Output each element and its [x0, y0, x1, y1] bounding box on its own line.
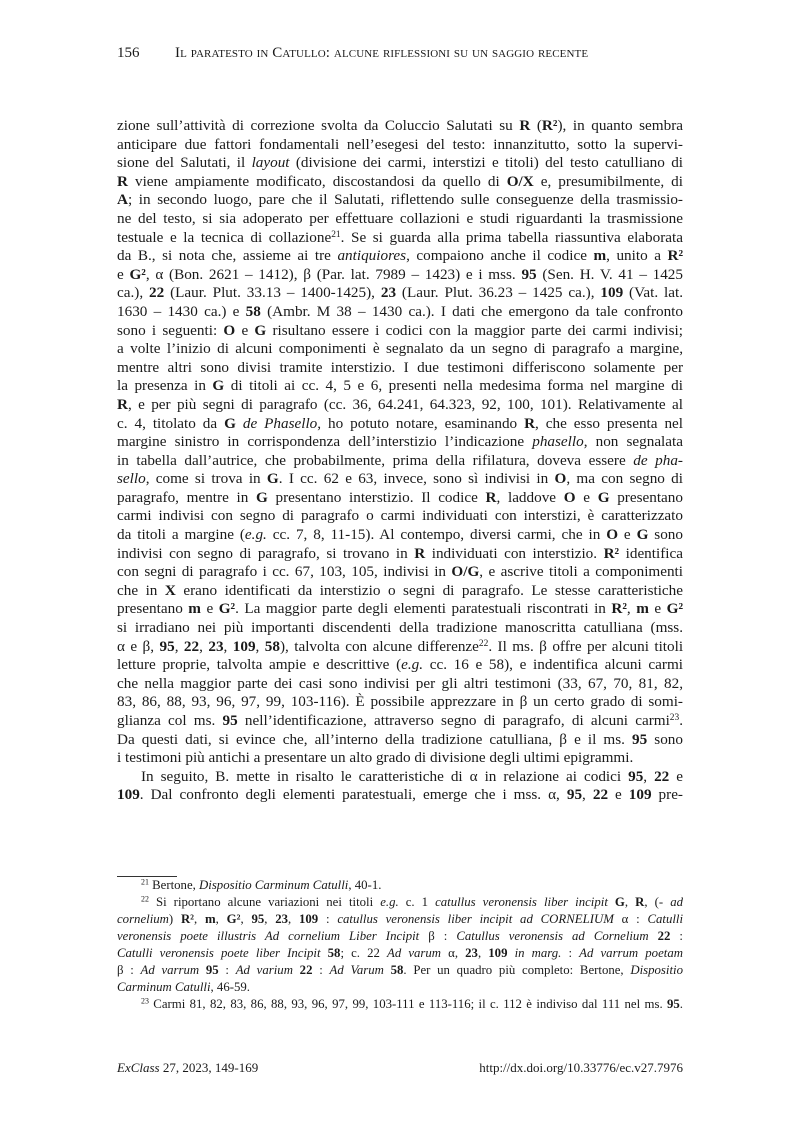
- text-line: [117, 786, 683, 805]
- siglum: R²: [180, 912, 195, 926]
- text-line: [117, 210, 683, 229]
- siglum: G: [256, 488, 268, 506]
- text-run: (Sen. H. V. 41 – 1425: [536, 265, 683, 283]
- italic-text: Dispositio: [630, 963, 683, 977]
- text-run: ,: [626, 600, 637, 618]
- siglum: O: [554, 470, 567, 488]
- siglum: 23: [208, 637, 224, 655]
- siglum: 95: [222, 712, 238, 729]
- text-run: di titoli ai cc. 4, 5 e 6, presenti nella medesima forma nel margine di: [224, 377, 683, 395]
- text-run: e: [200, 600, 219, 618]
- text-run: 1630 – 1430 ca.) e: [117, 302, 246, 320]
- siglum: O: [563, 488, 576, 506]
- siglum: R²: [603, 544, 620, 562]
- text-line: [117, 340, 683, 359]
- text-line: [117, 470, 683, 489]
- siglum: A: [117, 191, 128, 209]
- text-run: β :: [419, 929, 457, 943]
- text-run: , compaiono anche il codice: [406, 247, 594, 265]
- siglum: G: [224, 414, 236, 432]
- siglum: 22: [657, 929, 671, 943]
- siglum: R: [485, 488, 497, 506]
- footnote-line: [117, 962, 683, 979]
- siglum: 95: [521, 265, 537, 283]
- siglum: G²: [226, 912, 241, 926]
- text-run: sono i seguenti:: [117, 321, 224, 339]
- italic-text: veronensis poete illustris Ad cornelium Liber Incipit: [117, 929, 420, 943]
- italic-text: Catullus veronensis ad Cornelium: [456, 929, 649, 943]
- text-run: (: [530, 117, 542, 134]
- text-line: [117, 284, 683, 303]
- text-run: si irradiano nei più importanti discendenti della tradizione manoscritta catulliana (mss.: [117, 619, 683, 637]
- text-line: [117, 712, 683, 731]
- text-run: ,: [199, 637, 209, 655]
- body-text: [117, 117, 683, 805]
- text-run: pre-: [651, 786, 683, 804]
- text-run: [199, 963, 206, 977]
- text-line: [117, 693, 683, 712]
- text-line: [117, 247, 683, 266]
- text-line: [117, 117, 683, 136]
- text-run: :: [670, 929, 683, 943]
- text-run: (Ambr. M 38 – 1430 ca.). I dati che emergono da tale confronto: [260, 302, 683, 320]
- text-line: [117, 731, 683, 750]
- text-line: [117, 582, 683, 601]
- footnote-ref: 22: [141, 894, 149, 904]
- journal-volume: 27, 2023, 149-169: [159, 1060, 259, 1075]
- siglum: 58: [245, 302, 261, 320]
- text-run: α e β,: [117, 637, 160, 655]
- text-run: . Dal confronto degli elementi paratestuali, emerge che i mss. α,: [139, 786, 567, 804]
- text-run: 83, 86, 88, 93, 96, 97, 99, 103-116). È possibile apprezzare in β un certo grado di somi-: [117, 693, 683, 711]
- siglum: R: [414, 544, 426, 562]
- siglum: 22: [183, 637, 200, 655]
- text-run: sione del Salutati, il: [117, 154, 252, 172]
- journal-citation: [117, 1060, 258, 1076]
- text-line: [117, 377, 683, 396]
- text-run: ), in quanto sembra: [557, 117, 683, 134]
- text-run: ,: [174, 637, 184, 655]
- text-line: [117, 619, 683, 638]
- text-run: , ho potuto notare, esaminando: [317, 414, 525, 432]
- text-run: identifica: [619, 544, 683, 562]
- text-run: ; in secondo luogo, pare che il Salutati, riflettendo sulle conseguenze della trasmissio-: [127, 191, 683, 209]
- text-run: [384, 963, 391, 977]
- text-run: :: [318, 912, 338, 926]
- siglum: 109: [600, 284, 624, 302]
- text-run: (Laur. Plut. 36.23 – 1425 ca.),: [396, 284, 601, 302]
- text-run: cc. 7, 8, 11-15). Al contempo, diversi carmi, che in: [266, 526, 607, 544]
- siglum: O/X: [506, 172, 534, 190]
- text-line: [117, 173, 683, 192]
- siglum: m: [205, 912, 216, 926]
- text-line: [117, 675, 683, 694]
- text-line: [117, 415, 683, 434]
- footnote-line: [117, 877, 683, 894]
- siglum: G: [614, 895, 625, 909]
- italic-text: Ad varrum: [140, 963, 200, 977]
- text-run: , e per più segni di paragrafo (cc. 36, 64.241, 64.323, 92, 100, 101). Relativamente al: [127, 395, 683, 413]
- text-run: la presenza in: [117, 377, 213, 395]
- siglum: 22: [299, 963, 313, 977]
- siglum: 95: [251, 912, 265, 926]
- italic-text: catullus veronensis liber incipit: [435, 895, 608, 909]
- siglum: G: [266, 470, 279, 488]
- siglum: G: [636, 526, 649, 544]
- text-line: [117, 136, 683, 155]
- siglum: m: [636, 600, 649, 618]
- italic-text: catullus veronensis liber incipit ad CORNELIUM: [337, 912, 614, 926]
- text-line: [117, 507, 683, 526]
- siglum: G: [597, 488, 610, 506]
- text-run: ), talvolta con alcune differenze: [279, 637, 479, 655]
- text-line: [117, 545, 683, 564]
- italic-text: de Phasello: [242, 414, 318, 432]
- footnote-ref: 21: [331, 229, 341, 240]
- footnote-line: [117, 945, 683, 962]
- text-run: [236, 415, 243, 432]
- text-run: viene ampiamente modificato, discostandosi da quello di: [127, 172, 507, 190]
- text-run: ; c. 22: [340, 946, 387, 960]
- text-run: ,: [255, 637, 265, 655]
- italic-text: e.g.: [380, 895, 399, 909]
- text-run: , come si trova in: [145, 470, 267, 488]
- text-run: testuale e la tecnica di collazione: [117, 228, 332, 246]
- text-run: ,: [643, 767, 655, 785]
- italic-text: layout: [251, 154, 290, 172]
- text-line: [117, 526, 683, 545]
- siglum: R: [635, 895, 645, 909]
- footnote-ref: 22: [478, 638, 489, 649]
- text-run: .: [679, 712, 683, 729]
- text-line: [117, 433, 683, 452]
- text-run: c. 1: [398, 895, 436, 909]
- footnote-ref: 21: [141, 877, 149, 887]
- text-run: nell’identificazione, attraverso segno di paragrafo, di alcuni carmi: [237, 712, 670, 729]
- text-run: sono: [648, 526, 683, 544]
- text-run: α,: [441, 946, 466, 960]
- text-line: [117, 638, 683, 657]
- text-run: ,: [288, 912, 299, 926]
- page-number: 156: [117, 45, 140, 61]
- text-line: [117, 266, 683, 285]
- text-run: , (-: [644, 895, 671, 909]
- text-run: In seguito, B. mette in risalto le caratteristiche di α in relazione ai codici: [141, 767, 629, 785]
- text-run: presentano interstizio. Il codice: [267, 488, 486, 506]
- siglum: X: [164, 581, 176, 599]
- italic-text: Ad varrum poetam: [579, 946, 683, 960]
- siglum: R: [524, 414, 536, 432]
- footnote-line: [117, 996, 683, 1013]
- text-run: erano identificati da interstizio o segni di paragrafo. Le stesse caratteristiche: [175, 581, 683, 599]
- siglum: 22: [654, 767, 670, 785]
- siglum: 95: [566, 786, 583, 804]
- siglum: 95: [205, 963, 219, 977]
- text-run: glianza col ms.: [117, 712, 223, 729]
- italic-text: Dispositio Carminum Catulli: [199, 878, 349, 892]
- text-run: e: [117, 265, 130, 283]
- italic-text: in marg.: [514, 946, 562, 960]
- text-line: [117, 191, 683, 210]
- text-run: Si riportano alcune variazioni nei titoli: [148, 895, 381, 909]
- text-run: :: [312, 963, 330, 977]
- text-run: ,: [240, 912, 252, 926]
- text-run: i testimoni più antichi a presentare un alto grado di divisione degli ultimi epigrammi.: [117, 749, 634, 767]
- text-run: c. 4, titolato da: [117, 414, 225, 432]
- text-run: Carmi 81, 82, 83, 86, 88, 93, 96, 97, 99, 103-111 e 113-116; il c. 112 è indiviso dal 111 nel ms.: [148, 997, 667, 1011]
- text-run: e: [235, 321, 255, 339]
- italic-text: e.g.: [401, 656, 424, 674]
- text-run: e: [648, 600, 667, 618]
- text-line: [117, 229, 683, 248]
- journal-name: ExClass: [117, 1060, 160, 1075]
- italic-text: Catulli veronensis poete liber Incipit: [117, 946, 321, 960]
- text-line: [117, 749, 683, 768]
- text-run: che in: [117, 581, 165, 599]
- text-run: :: [218, 963, 236, 977]
- text-run: ca.),: [117, 284, 150, 302]
- text-line: [117, 768, 683, 787]
- text-run: e, presumibilmente, di: [533, 172, 683, 190]
- text-run: risultano essere i codici con la maggior parte dei carmi indivisi;: [266, 321, 683, 339]
- text-run: , unito a: [606, 247, 668, 265]
- siglum: 109: [232, 637, 256, 655]
- italic-text: Ad varium: [235, 963, 293, 977]
- italic-text: antiquiores: [337, 247, 407, 265]
- text-run: individuati con interstizio.: [425, 544, 604, 562]
- text-run: mentre altri sono divisi tramite interstizio. I due testimoni differiscono solamente per: [117, 358, 683, 376]
- text-run: Bertone,: [148, 878, 200, 892]
- italic-text: Ad varum: [387, 946, 442, 960]
- siglum: 22: [149, 284, 165, 302]
- text-run: da B., si nota che, assieme ai tre: [117, 247, 338, 265]
- text-run: (divisione dei carmi, interstizi e titoli) del testo catulliano di: [289, 154, 683, 172]
- italic-text: ad: [670, 895, 683, 909]
- footnote-line: [117, 911, 683, 928]
- siglum: 95: [667, 997, 680, 1011]
- text-line: [117, 154, 683, 173]
- text-run: ne del testo, si sia adoperato per effettuare collazioni e studi riguardanti la trasmissione: [117, 209, 683, 227]
- footnote-ref: 23: [141, 996, 149, 1006]
- siglum: O: [223, 321, 236, 339]
- text-line: [117, 452, 683, 471]
- text-line: [117, 359, 683, 378]
- siglum: 22: [592, 786, 609, 804]
- text-run: , ma con segno di: [566, 470, 683, 488]
- footnote-line: [117, 979, 683, 996]
- siglum: 109: [117, 786, 140, 804]
- siglum: R²: [667, 247, 683, 265]
- text-run: . I cc. 62 e 63, invece, sono sì indivisi in: [278, 470, 555, 488]
- text-line: [117, 600, 683, 619]
- italic-text: cornelium: [117, 912, 169, 926]
- italic-text: phasello: [532, 433, 584, 451]
- text-run: ,: [624, 895, 636, 909]
- text-run: ,: [264, 912, 276, 926]
- italic-text: e.g.: [244, 526, 267, 544]
- footnote-ref: 23: [669, 712, 680, 723]
- text-line: [117, 396, 683, 415]
- siglum: 58: [264, 637, 280, 655]
- text-run: , α (Bon. 2621 – 1412), β (Par. lat. 7989 – 1423) e i mss.: [145, 265, 522, 283]
- text-run: , e ascrive titoli a componimenti: [479, 563, 683, 581]
- siglum: 95: [159, 637, 175, 655]
- text-run: e: [669, 767, 683, 785]
- text-run: [608, 895, 615, 909]
- text-run: e: [618, 526, 637, 544]
- text-run: . Se si guarda alla prima tabella riassuntiva elaborata: [340, 228, 683, 246]
- siglum: G: [212, 377, 225, 395]
- text-run: [507, 946, 514, 960]
- text-run: ): [168, 912, 181, 926]
- text-run: presentano: [609, 488, 683, 506]
- text-run: ,: [582, 786, 593, 804]
- siglum: 109: [488, 946, 508, 960]
- text-line: [117, 489, 683, 508]
- italic-text: de pha-: [633, 451, 683, 469]
- text-run: paragrafo, mentre in: [117, 488, 257, 506]
- footnotes: [117, 877, 683, 1013]
- text-run: , non segnalata: [583, 433, 683, 451]
- text-run: da titoli a margine (: [117, 526, 245, 544]
- text-run: in tabella dall’autrice, che probabilmente, prima della rifilatura, doveva essere: [117, 451, 634, 469]
- text-run: ,: [215, 912, 227, 926]
- text-run: a volte l’inizio di alcuni componimenti è segnalato da un segno di paragrafo a margine,: [117, 340, 683, 358]
- doi-link[interactable]: http://dx.doi.org/10.33776/ec.v27.7976: [479, 1060, 683, 1075]
- text-run: , laddove: [496, 488, 564, 506]
- siglum: R²: [541, 117, 558, 134]
- text-run: con segni di paragrafo i cc. 67, 103, 105, indivisi in: [117, 563, 452, 581]
- text-run: . Per un quadro più completo: Bertone,: [403, 963, 631, 977]
- siglum: 95: [632, 730, 648, 748]
- siglum: m: [593, 247, 607, 265]
- siglum: 23: [465, 946, 478, 960]
- text-run: . La maggior parte degli elementi paratestuali riscontrati in: [235, 600, 612, 618]
- text-run: Da questi dati, si evince che, all’interno della tradizione catulliana, β e il ms.: [117, 730, 633, 748]
- text-run: e: [575, 488, 598, 506]
- text-run: margine sinistro in corrispondenza dell’interstizio l’indicazione: [117, 433, 533, 451]
- text-run: (Vat. lat.: [623, 284, 683, 302]
- text-run: ,: [477, 946, 489, 960]
- siglum: G²: [218, 600, 236, 618]
- text-run: . Il ms. β offre per alcuni titoli: [488, 637, 683, 655]
- running-title: Il paratesto in Catullo: alcune riflessioni su un saggio recente: [175, 45, 589, 61]
- siglum: R: [117, 395, 128, 413]
- italic-text: Ad Varum: [329, 963, 384, 977]
- italic-text: Catulli: [647, 912, 683, 926]
- siglum: G²: [129, 265, 146, 283]
- text-line: [117, 656, 683, 675]
- text-line: [117, 303, 683, 322]
- text-run: α :: [613, 912, 648, 926]
- siglum: R: [519, 117, 531, 134]
- text-run: [293, 963, 300, 977]
- siglum: 95: [628, 767, 644, 785]
- text-run: , 40-1.: [348, 878, 382, 892]
- text-run: [649, 929, 658, 943]
- text-run: β :: [117, 963, 141, 977]
- siglum: 109: [299, 912, 319, 926]
- text-run: carmi indivisi con segno di paragrafo o carmi individuati con interstizi, è caratterizzato: [117, 507, 683, 525]
- siglum: R²: [611, 600, 627, 618]
- text-line: [117, 322, 683, 341]
- siglum: 23: [380, 284, 397, 302]
- siglum: O/G: [451, 563, 480, 581]
- text-run: :: [561, 946, 580, 960]
- italic-text: Carminum Catulli: [117, 980, 211, 994]
- text-run: sono: [647, 730, 683, 748]
- text-run: zione sull’attività di correzione svolta da Coluccio Salutati su: [117, 117, 520, 134]
- siglum: 58: [327, 946, 341, 960]
- siglum: R: [117, 172, 128, 190]
- siglum: 58: [390, 963, 404, 977]
- siglum: G: [254, 321, 267, 339]
- text-run: e: [608, 786, 629, 804]
- text-run: letture proprie, talvolta ampie e descrittive (: [117, 656, 402, 674]
- siglum: O: [606, 526, 619, 544]
- text-run: ,: [223, 637, 233, 655]
- text-run: ,: [194, 912, 205, 926]
- text-run: presentano: [117, 600, 189, 618]
- siglum: m: [188, 600, 201, 618]
- footnote-line: [117, 894, 683, 911]
- italic-text: sello: [117, 470, 146, 488]
- footnote-line: [117, 928, 683, 945]
- text-run: anticipare due fattori fondamentali nell’esegesi del testo: innanzitutto, sotto la supervi-: [117, 135, 683, 153]
- text-run: , che esso presenta nel: [535, 414, 683, 432]
- text-run: che nella maggior parte dei casi sono indivisi per gli altri testimoni (33, 67, 70, 81, 82,: [117, 674, 683, 692]
- text-line: [117, 563, 683, 582]
- text-run: cc. 16 e 58), e indentifica alcuni carmi: [423, 656, 683, 674]
- text-run: .: [679, 997, 683, 1011]
- text-run: (Laur. Plut. 33.13 – 1400-1425),: [164, 284, 381, 302]
- text-run: indivisi con segno di paragrafo, si trovano in: [117, 544, 415, 562]
- text-run: , 46-59.: [210, 980, 250, 994]
- siglum: G²: [666, 600, 683, 618]
- text-run: [321, 946, 328, 960]
- siglum: 109: [628, 786, 652, 804]
- siglum: 23: [275, 912, 289, 926]
